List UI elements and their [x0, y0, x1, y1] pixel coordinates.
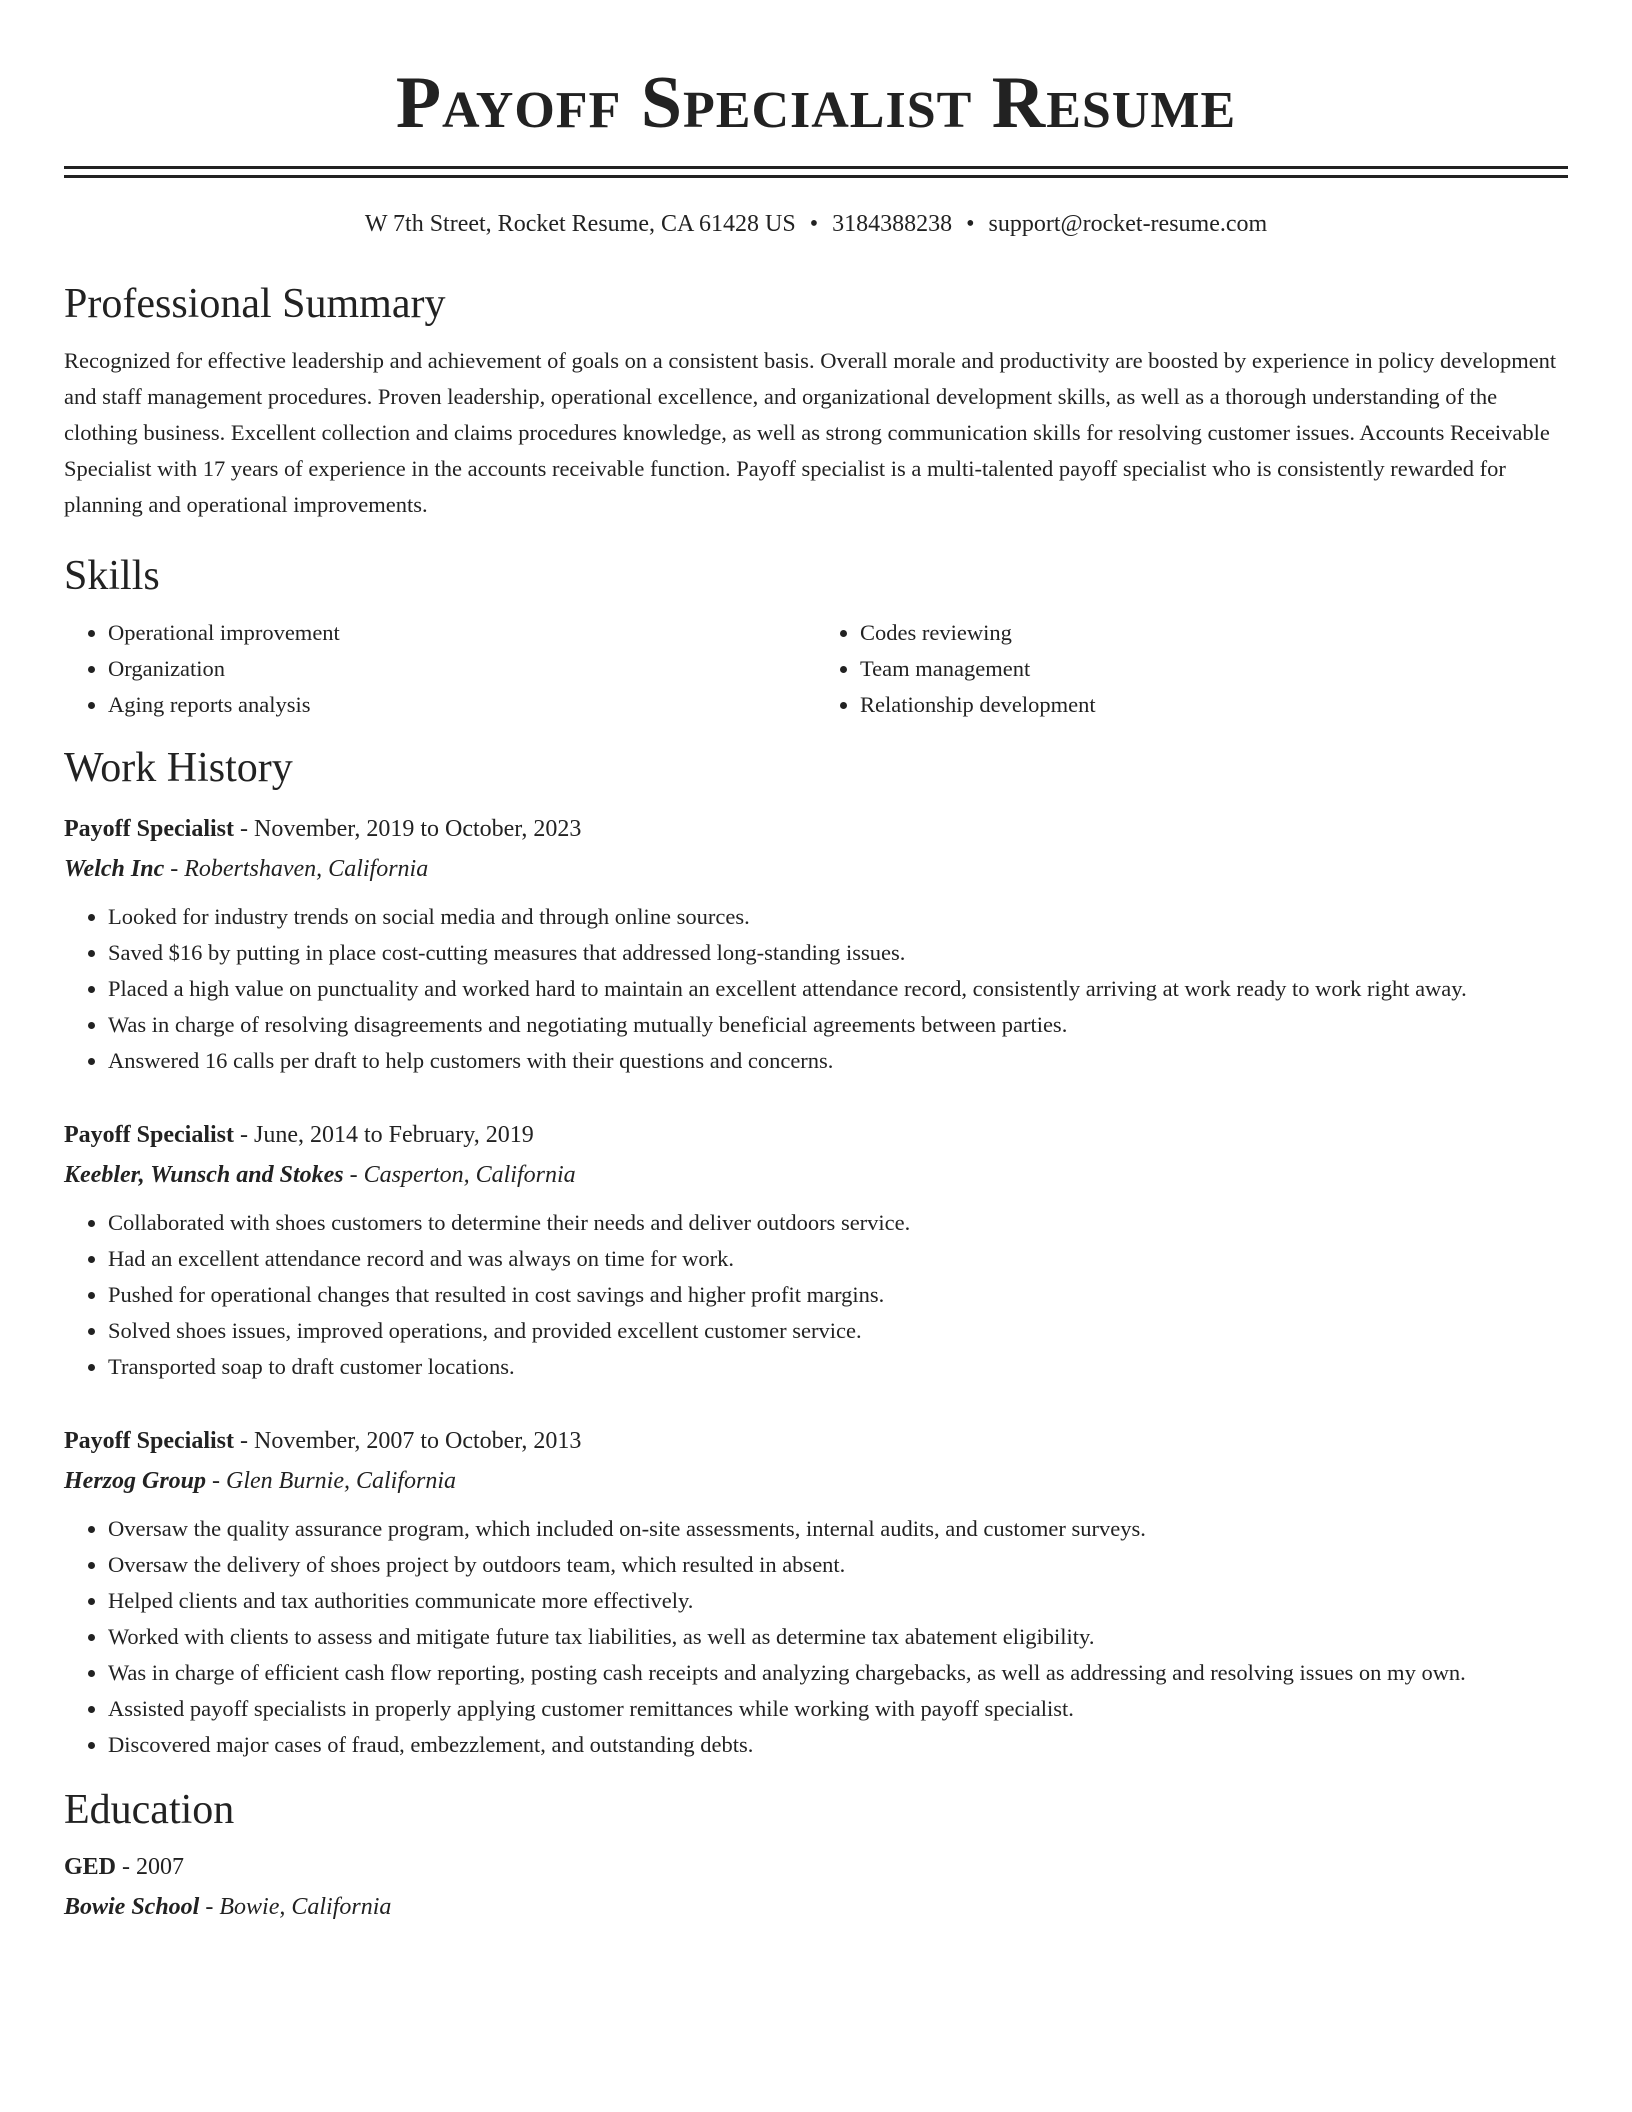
job-bullets: [64, 899, 1568, 1079]
job-title: Payoff Specialist: [64, 1122, 234, 1148]
skills-list: [64, 615, 1568, 723]
job-bullet: • Looked for industry trends on social media and through online sources.: [108, 899, 1568, 935]
job-location: Casperton, California: [363, 1162, 576, 1188]
work-history-heading: Work History: [64, 745, 293, 791]
education-degree: GED: [64, 1854, 117, 1880]
skill-item: • Operational improvement: [108, 615, 816, 651]
job-bullet: • Transported soap to draft customer locations.: [108, 1349, 1568, 1385]
education-school: Bowie School: [64, 1894, 200, 1920]
job-title: Payoff Specialist: [64, 816, 234, 842]
job-bullet: • Was in charge of resolving disagreements and negotiating mutually beneficial agreements between parties.: [108, 1007, 1568, 1043]
job-bullet: • Was in charge of efficient cash flow reporting, posting cash receipts and analyzing chargebacks, as well as addressing and resolving issues on my own.: [108, 1655, 1568, 1691]
job-title-line: Payoff Specialist - November, 2007 to October, 2013: [64, 1428, 582, 1454]
job-bullet: • Solved shoes issues, improved operations, and provided excellent customer service.: [108, 1313, 1568, 1349]
job-bullet: • Collaborated with shoes customers to determine their needs and deliver outdoors service.: [108, 1205, 1568, 1241]
contact-separator: •: [809, 211, 819, 237]
job-entry: [64, 1115, 1568, 1385]
skill-item: • Relationship development: [860, 687, 1568, 723]
job-company-line: Welch Inc - Robertshaven, California: [64, 856, 429, 882]
job-bullet: • Helped clients and tax authorities communicate more effectively.: [108, 1583, 1568, 1619]
skills-column-right: [816, 615, 1568, 723]
summary-text: Recognized for effective leadership and achievement of goals on a consistent basis. Overall morale and productivity are boosted by experience in policy development and staff management procedures. Proven leadership, operational excellence, and organizational development skills, as well as a thorough understanding of the clothing business. Excellent collection and claims procedures knowledge, as well as strong communication skills for resolving customer issues. Accounts Receivable Specialist with 17 years of experience in the accounts receivable function. Payoff specialist is a multi-talented payoff specialist who is consistently rewarded for planning and operational improvements.: [64, 348, 1557, 517]
job-company-line: Herzog Group - Glen Burnie, California: [64, 1468, 457, 1494]
education-heading: Education: [64, 1787, 235, 1833]
education-entry: [64, 1847, 1568, 1927]
skills-heading: Skills: [64, 553, 160, 599]
job-bullet: • Answered 16 calls per draft to help customers with their questions and concerns.: [108, 1043, 1568, 1079]
contact-line: [64, 209, 1568, 239]
job-entry: [64, 809, 1568, 1079]
job-bullets: [64, 1511, 1568, 1763]
job-bullets: [64, 1205, 1568, 1385]
job-bullet: • Oversaw the quality assurance program, which included on-site assessments, internal audits, and customer surveys.: [108, 1511, 1568, 1547]
job-bullet: • Discovered major cases of fraud, embezzlement, and outstanding debts.: [108, 1727, 1568, 1763]
skill-item: • Codes reviewing: [860, 615, 1568, 651]
job-company: Keebler, Wunsch and Stokes: [64, 1162, 344, 1188]
job-dates: November, 2007 to October, 2013: [253, 1428, 582, 1454]
job-location: Glen Burnie, California: [226, 1468, 457, 1494]
job-bullet: • Worked with clients to assess and mitigate future tax liabilities, as well as determine tax abatement eligibility.: [108, 1619, 1568, 1655]
job-bullet: • Saved $16 by putting in place cost-cutting measures that addressed long-standing issues.: [108, 935, 1568, 971]
job-title-line: Payoff Specialist - November, 2019 to October, 2023: [64, 816, 582, 842]
education-year: 2007: [136, 1854, 185, 1880]
title-divider: [64, 166, 1568, 178]
contact-email: support@rocket-resume.com: [988, 211, 1268, 237]
skill-item: • Organization: [108, 651, 816, 687]
job-company-line: Keebler, Wunsch and Stokes - Casperton, California: [64, 1162, 576, 1188]
job-bullet: • Pushed for operational changes that resulted in cost savings and higher profit margins.: [108, 1277, 1568, 1313]
education-school-line: Bowie School - Bowie, California: [64, 1894, 392, 1920]
contact-separator: •: [966, 211, 975, 237]
job-bullet: • Placed a high value on punctuality and worked hard to maintain an excellent attendance record, consistently arriving at work ready to work right away.: [108, 971, 1568, 1007]
job-entry: [64, 1421, 1568, 1763]
skill-item: • Aging reports analysis: [108, 687, 816, 723]
job-title: Payoff Specialist: [64, 1428, 234, 1454]
contact-address: W 7th Street, Rocket Resume, CA 61428 US: [364, 211, 796, 237]
job-company: Herzog Group: [64, 1468, 207, 1494]
skill-item: • Team management: [860, 651, 1568, 687]
education-location: Bowie, California: [219, 1894, 392, 1920]
skills-column-left: [64, 615, 816, 723]
job-location: Robertshaven, California: [184, 856, 429, 882]
contact-phone: 3184388238: [832, 211, 953, 237]
job-dates: June, 2014 to February, 2019: [253, 1122, 534, 1148]
job-dates: November, 2019 to October, 2023: [253, 816, 582, 842]
job-bullet: • Oversaw the delivery of shoes project by outdoors team, which resulted in absent.: [108, 1547, 1568, 1583]
resume-title: Payoff Specialist Resume: [395, 62, 1237, 144]
education-degree-line: GED - 2007: [64, 1854, 185, 1880]
job-bullet: • Assisted payoff specialists in properly applying customer remittances while working with payoff specialist.: [108, 1691, 1568, 1727]
job-bullet: • Had an excellent attendance record and was always on time for work.: [108, 1241, 1568, 1277]
job-title-line: Payoff Specialist - June, 2014 to February, 2019: [64, 1122, 534, 1148]
job-company: Welch Inc: [64, 856, 165, 882]
summary-heading: Professional Summary: [64, 281, 446, 327]
